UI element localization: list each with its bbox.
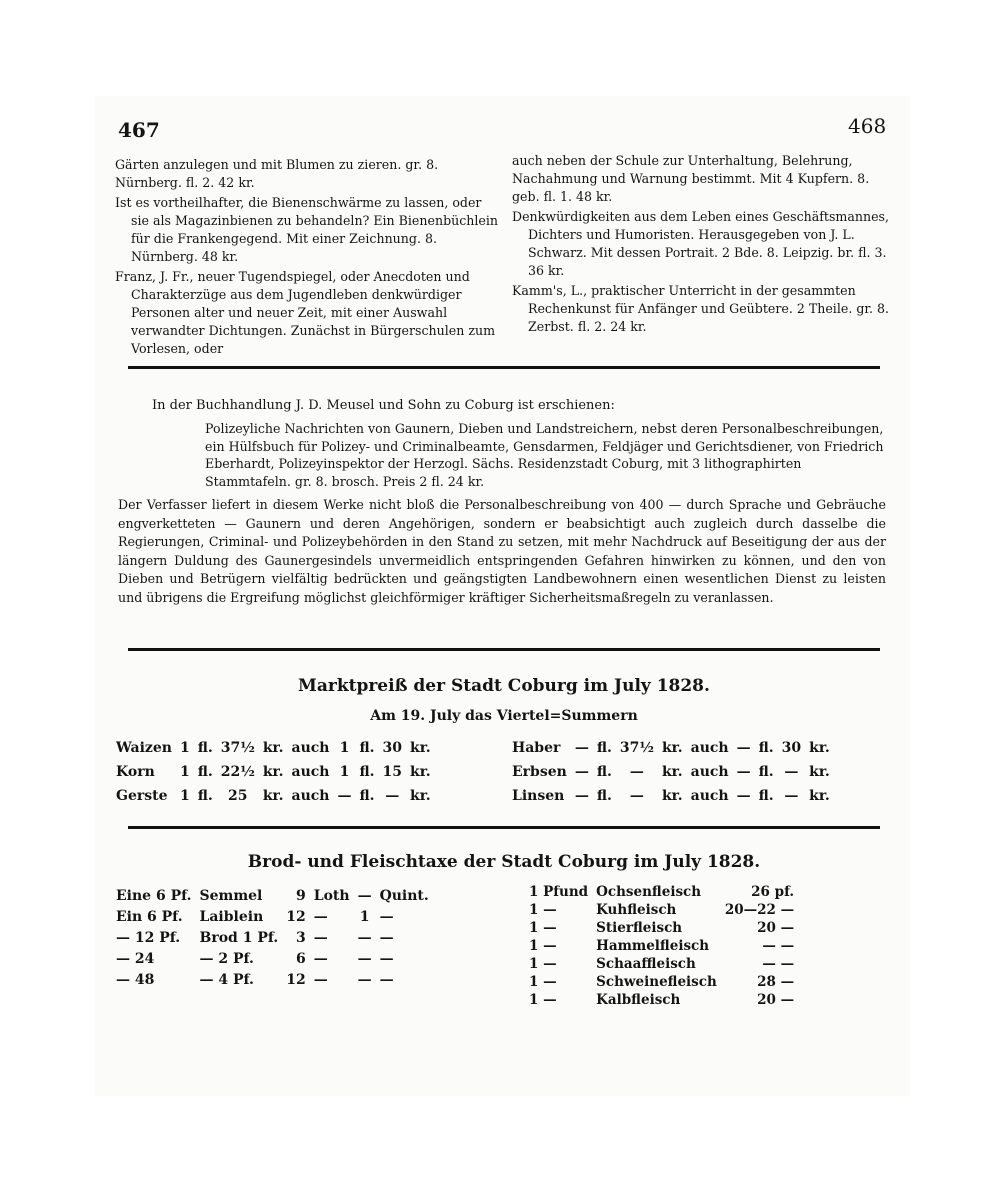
table-row — [112, 927, 433, 948]
price-kreuzer: 37½ — [220, 740, 255, 756]
grain-price-table-right — [508, 736, 834, 808]
price-unit: fl. — [596, 740, 612, 756]
price-unit: fl. — [359, 740, 375, 756]
bread-kind: Semmel — [199, 887, 263, 904]
price-unit: kr. — [661, 764, 683, 780]
table-row — [525, 973, 798, 991]
meat-prices — [525, 883, 798, 1009]
right-entry-1: auch neben der Schule zur Unterhaltung, Belehrung, Nachahmung und Warnung bestimmt. Mit 4 Kupfern. 8. geb. fl. 1. 48 kr. — [512, 153, 870, 204]
price-florin: 1 — [339, 764, 350, 780]
meat-price: 20—22 — — [724, 902, 795, 918]
table-row — [508, 784, 834, 808]
price-auch: auch — [291, 764, 330, 780]
bread-qty: — 12 Pf. — [116, 929, 181, 946]
bread-quint-unit: — — [379, 908, 394, 925]
bread-loth: 9 — [295, 887, 306, 904]
right-column — [512, 152, 892, 338]
price-unit: fl. — [359, 788, 375, 804]
price-unit: fl. — [197, 740, 213, 756]
price-unit: fl. — [197, 788, 213, 804]
price-unit: fl. — [758, 788, 774, 804]
price-unit: kr. — [661, 740, 683, 756]
price-florin: 1 — [179, 764, 190, 780]
left-entry-1: Gärten anzulegen und mit Blumen zu zieren. gr. 8. Nürnberg. fl. 2. 42 kr. — [115, 157, 439, 190]
meat-kind: Hammelfleisch — [596, 938, 710, 954]
grain-prices-right — [508, 736, 834, 808]
price-kreuzer: 22½ — [220, 764, 255, 780]
price-florin: — — [736, 764, 751, 780]
bread-meat-title: Brod- und Fleischtaxe der Stadt Coburg im July 1828. — [247, 852, 761, 872]
price-auch: auch — [690, 740, 729, 756]
price-unit: fl. — [596, 788, 612, 804]
meat-price: — — — [762, 956, 795, 972]
price-unit: kr. — [661, 788, 683, 804]
meat-qty: 1 — — [529, 902, 557, 918]
meat-price: — — — [762, 938, 795, 954]
price-unit: fl. — [596, 764, 612, 780]
price-florin: — — [574, 740, 589, 756]
bread-loth-unit: — — [313, 908, 328, 925]
meat-price: 26 pf. — [751, 884, 795, 900]
bread-loth: 6 — [295, 950, 306, 967]
table-row — [508, 760, 834, 784]
meat-kind: Stierfleisch — [596, 920, 683, 936]
meat-kind: Kuhfleisch — [596, 902, 677, 918]
price-kreuzer: 30 — [781, 740, 802, 756]
grain-price-table-left — [112, 736, 435, 808]
announcement-intro: In der Buchhandlung J. D. Meusel und Sohn zu Coburg ist erschienen: — [152, 398, 615, 413]
left-entry-3: Franz, J. Fr., neuer Tugendspiegel, oder Anecdoten und Charakterzüge aus dem Jugendleben denkwürdiger Personen alter und neuer Zeit, mit einer Auswahl verwandter Dichtungen. Zunächst in Bürgerschulen zum Vorlesen, oder — [115, 269, 496, 356]
price-unit: kr. — [809, 764, 830, 780]
meat-qty: 1 — — [529, 920, 557, 936]
announcement-description: Der Verfasser liefert in diesem Werke nicht bloß die Personalbeschreibung von 400 — durch Sprache und Gebräuche engverketteten — Gaunern und deren Angehörigen, sondern er beabsichtigt auch zugleich durch dasselbe die Regierungen, Criminal- und Polizeybehörden in den Stand zu setzen, mit mehr Nachdruck auf Beseitigung der aus der längern Duldung des Gaunergesindels unvermeidlich entspringenden Gefahren hinwirken zu können, und den von Dieben und Betrügern vielfältig bedrückten und geängstigten Landbewohnern einen wesentlichen Dienst zu leisten und übrigens die Ergreifung möglichst gleichförmiger kräftiger Sicherheitsmaßregeln zu veranlassen. — [118, 497, 886, 605]
bread-quint-unit: — — [379, 929, 394, 946]
price-kreuzer: 30 — [382, 740, 403, 756]
price-kreuzer: 37½ — [619, 740, 654, 756]
divider-rule-2 — [128, 648, 880, 651]
price-florin: — — [574, 788, 589, 804]
bread-quint-unit: Quint. — [379, 887, 429, 904]
price-unit: fl. — [359, 764, 375, 780]
price-kreuzer: — — [784, 764, 799, 780]
price-auch: auch — [291, 740, 330, 756]
grain-name: Gerste — [116, 788, 168, 804]
table-row — [525, 991, 798, 1009]
market-price-title: Marktpreiß der Stadt Coburg im July 1828. — [298, 676, 710, 696]
bread-price-table — [112, 885, 433, 990]
left-column — [115, 156, 500, 360]
price-auch: auch — [291, 788, 330, 804]
price-kreuzer: — — [784, 788, 799, 804]
price-auch: auch — [690, 764, 729, 780]
page-number-left: 467 — [118, 118, 160, 142]
bread-qty: — 24 — [116, 950, 155, 967]
bread-qty: — 48 — [116, 971, 155, 988]
grain-name: Waizen — [116, 740, 172, 756]
meat-price: 20 — — [757, 920, 795, 936]
table-row — [112, 784, 435, 808]
table-row — [112, 760, 435, 784]
price-kreuzer: — — [629, 764, 644, 780]
bread-loth: 3 — [295, 929, 306, 946]
divider-rule-3 — [128, 826, 880, 829]
divider-rule-1 — [128, 366, 880, 369]
bread-quint: — — [357, 950, 372, 967]
bread-loth-unit: Loth — [313, 887, 350, 904]
meat-price-table — [525, 883, 798, 1009]
meat-kind: Ochsenfleisch — [596, 884, 702, 900]
meat-price: 28 — — [757, 974, 795, 990]
price-kreuzer: 15 — [382, 764, 403, 780]
price-unit: fl. — [758, 764, 774, 780]
grain-name: Haber — [512, 740, 561, 756]
bread-quint: 1 — [359, 908, 370, 925]
table-row — [525, 883, 798, 901]
table-row — [508, 736, 834, 760]
bread-loth-unit: — — [313, 950, 328, 967]
table-row — [525, 919, 798, 937]
table-row — [112, 969, 433, 990]
meat-kind: Kalbfleisch — [596, 992, 681, 1008]
price-florin: — — [736, 740, 751, 756]
grain-prices-left — [112, 736, 435, 808]
announcement-book: Polizeyliche Nachrichten von Gaunern, Dieben und Landstreichern, nebst deren Personalbeschreibungen, ein Hülfsbuch für Polizey- und Criminalbeamte, Gensdarmen, Feldjäger und Gerichtsdiener, von Friedrich Eberhardt, Polizeyinspektor der Herzogl. Sächs. Residenzstadt Coburg, mit 3 lithographirten Stammtafeln. gr. 8. brosch. Preis 2 fl. 24 kr. — [205, 421, 884, 489]
price-kreuzer: 25 — [228, 788, 248, 804]
bread-qty: Ein 6 Pf. — [116, 908, 183, 925]
bread-kind: Laiblein — [199, 908, 264, 925]
price-florin: — — [337, 788, 352, 804]
price-florin: — — [574, 764, 589, 780]
price-florin: — — [736, 788, 751, 804]
grain-name: Erbsen — [512, 764, 567, 780]
table-row — [112, 906, 433, 927]
price-unit: kr. — [410, 740, 431, 756]
meat-price: 20 — — [757, 992, 795, 1008]
right-entry-3: Kamm's, L., praktischer Unterricht in der gesammten Rechenkunst für Anfänger und Geübtere. 2 Theile. gr. 8. Zerbst. fl. 2. 24 kr. — [512, 283, 890, 334]
grain-name: Korn — [116, 764, 155, 780]
bread-kind: — 2 Pf. — [199, 950, 254, 967]
price-unit: kr. — [809, 740, 830, 756]
meat-kind: Schweinefleisch — [596, 974, 717, 990]
price-kreuzer: — — [629, 788, 644, 804]
price-florin: 1 — [179, 788, 190, 804]
price-auch: auch — [690, 788, 729, 804]
meat-kind: Schaaffleisch — [596, 956, 696, 972]
bread-prices — [112, 885, 433, 990]
bread-kind: Brod 1 Pf. — [199, 929, 279, 946]
table-row — [525, 901, 798, 919]
price-unit: kr. — [262, 788, 284, 804]
bread-quint-unit: — — [379, 950, 394, 967]
bread-qty: Eine 6 Pf. — [116, 887, 192, 904]
bread-kind: — 4 Pf. — [199, 971, 254, 988]
page-number-right: 468 — [848, 114, 887, 138]
price-unit: kr. — [410, 764, 431, 780]
bread-loth: 12 — [286, 971, 306, 988]
price-unit: kr. — [809, 788, 830, 804]
price-kreuzer: — — [385, 788, 400, 804]
market-price-subtitle: Am 19. July das Viertel=Summern — [370, 708, 638, 724]
meat-qty: 1 — — [529, 938, 557, 954]
grain-name: Linsen — [512, 788, 565, 804]
meat-qty: 1 — — [529, 974, 557, 990]
meat-qty: 1 — — [529, 992, 557, 1008]
left-entry-2: Ist es vortheilhafter, die Bienenschwärme zu lassen, oder sie als Magazinbienen zu behandeln? Ein Bienenbüchlein für die Frankengegend. Mit einer Zeichnung. 8. Nürnberg. 48 kr. — [115, 195, 499, 264]
meat-qty: 1 Pfund — [529, 884, 589, 900]
bread-loth-unit: — — [313, 971, 328, 988]
price-unit: kr. — [410, 788, 431, 804]
meat-qty: 1 — — [529, 956, 557, 972]
table-row — [112, 885, 433, 906]
bread-quint: — — [357, 929, 372, 946]
price-unit: kr. — [262, 740, 284, 756]
bread-quint: — — [357, 971, 372, 988]
table-row — [525, 937, 798, 955]
bread-loth-unit: — — [313, 929, 328, 946]
table-row — [525, 955, 798, 973]
bread-quint-unit: — — [379, 971, 394, 988]
right-entry-2: Denkwürdigkeiten aus dem Leben eines Geschäftsmannes, Dichters und Humoristen. Herausgegeben von J. L. Schwarz. Mit dessen Portrait. 2 Bde. 8. Leipzig. br. fl. 3. 36 kr. — [512, 209, 890, 278]
table-row — [112, 948, 433, 969]
price-unit: kr. — [262, 764, 284, 780]
table-row — [112, 736, 435, 760]
price-florin: 1 — [179, 740, 190, 756]
price-unit: fl. — [758, 740, 774, 756]
bread-quint: — — [357, 887, 372, 904]
price-florin: 1 — [339, 740, 350, 756]
bread-loth: 12 — [286, 908, 306, 925]
price-unit: fl. — [197, 764, 213, 780]
